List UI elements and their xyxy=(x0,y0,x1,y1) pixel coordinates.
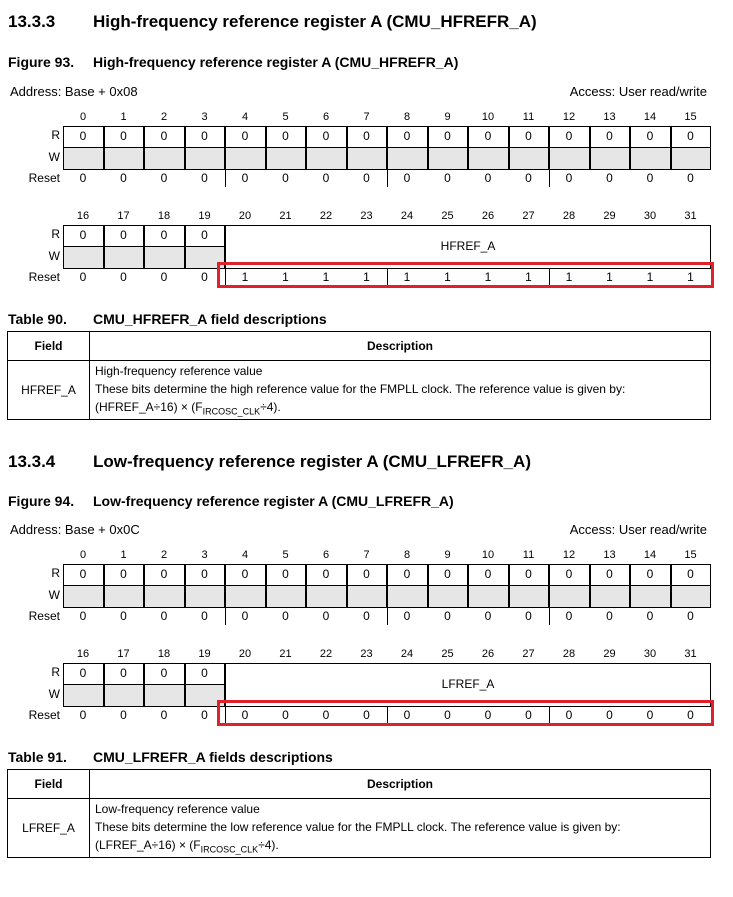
write-cell xyxy=(590,585,631,608)
reset-value: 0 xyxy=(241,171,249,185)
description-column-header: Description xyxy=(90,332,711,361)
reset-value: 0 xyxy=(565,708,573,722)
register-access: Access: User read/write xyxy=(569,84,707,99)
reset-value: 0 xyxy=(484,609,492,623)
read-value: 0 xyxy=(687,129,694,143)
nibble-divider xyxy=(387,607,388,625)
bit-number: 21 xyxy=(279,648,292,660)
figure-title: High-frequency reference register A (CMU_HFREFR_A) xyxy=(93,54,459,70)
reset-value: 0 xyxy=(79,609,87,623)
reset-value: 1 xyxy=(363,270,370,284)
write-cell xyxy=(509,585,550,608)
bit-number: 20 xyxy=(238,648,252,660)
nibble-divider xyxy=(387,169,388,187)
write-cell xyxy=(671,585,712,608)
row-label-write: W xyxy=(48,588,60,602)
bit-number: 5 xyxy=(282,111,289,123)
read-value: 0 xyxy=(444,129,451,143)
read-value: 0 xyxy=(201,567,208,581)
field-column-header: Field xyxy=(8,332,90,361)
reset-value: 0 xyxy=(565,609,573,623)
read-value: 0 xyxy=(282,129,289,143)
read-value: 0 xyxy=(525,129,532,143)
reset-value: 0 xyxy=(363,708,370,722)
row-label-write: W xyxy=(48,687,60,701)
row-label-read: R xyxy=(51,227,60,241)
formula-part: ÷4). xyxy=(260,400,281,414)
reset-value: 1 xyxy=(525,270,532,284)
write-cell xyxy=(306,147,347,170)
bit-number: 4 xyxy=(241,549,249,561)
bit-number: 15 xyxy=(684,549,697,561)
read-value: 0 xyxy=(646,129,654,143)
bit-number: 3 xyxy=(201,549,208,561)
read-value: 0 xyxy=(160,666,168,680)
bit-number: 22 xyxy=(319,648,333,660)
bit-number: 29 xyxy=(603,210,616,222)
reset-value: 0 xyxy=(79,708,87,722)
figure-title: Low-frequency reference register A (CMU_LFREFR_A) xyxy=(93,493,454,509)
read-value: 0 xyxy=(606,567,613,581)
reset-value: 0 xyxy=(322,609,330,623)
reset-value: 0 xyxy=(403,171,411,185)
reset-value: 0 xyxy=(241,609,249,623)
bit-number: 9 xyxy=(444,111,451,123)
bit-number: 7 xyxy=(363,549,370,561)
reset-value: 0 xyxy=(79,270,87,284)
reset-value: 0 xyxy=(687,171,694,185)
bit-number: 26 xyxy=(481,648,495,660)
formula-part: (LFREF_A÷16) × (F xyxy=(95,838,201,852)
bit-number: 25 xyxy=(441,648,454,660)
bit-number: 8 xyxy=(403,111,411,123)
read-value: 0 xyxy=(120,129,127,143)
reset-value: 0 xyxy=(120,270,127,284)
read-value: 0 xyxy=(525,567,532,581)
read-value: 0 xyxy=(322,567,330,581)
reset-value: 0 xyxy=(484,171,492,185)
read-value: 0 xyxy=(565,129,573,143)
read-value: 0 xyxy=(646,567,654,581)
bit-number: 6 xyxy=(322,549,330,561)
bit-number: 2 xyxy=(160,111,168,123)
description-formula xyxy=(95,838,705,854)
write-cell xyxy=(468,147,509,170)
formula-subscript: IRCOSC_CLK xyxy=(202,406,261,417)
row-label-write: W xyxy=(48,150,60,164)
reset-value: 1 xyxy=(444,270,451,284)
read-value: 0 xyxy=(79,228,87,242)
write-cell xyxy=(63,246,104,269)
field-description-table xyxy=(7,331,711,420)
reset-value: 0 xyxy=(646,708,654,722)
field-name: LFREF_A xyxy=(441,677,495,691)
register-address: Address: Base + 0x08 xyxy=(10,84,138,99)
bit-number: 24 xyxy=(400,210,414,222)
bit-number: 2 xyxy=(160,549,168,561)
read-value: 0 xyxy=(363,129,370,143)
bit-number: 27 xyxy=(522,210,535,222)
read-value: 0 xyxy=(201,228,208,242)
bit-number: 31 xyxy=(684,210,697,222)
write-cell xyxy=(306,585,347,608)
description-cell xyxy=(90,361,711,420)
reset-value: 0 xyxy=(687,609,694,623)
bit-number: 23 xyxy=(360,648,373,660)
bit-number: 1 xyxy=(120,111,127,123)
write-cell xyxy=(104,246,145,269)
section-title: High-frequency reference register A (CMU_HFREFR_A) xyxy=(93,12,537,31)
reset-value: 0 xyxy=(120,171,127,185)
reset-value: 0 xyxy=(160,708,168,722)
reset-value: 0 xyxy=(525,609,532,623)
write-cell xyxy=(428,147,469,170)
read-value: 0 xyxy=(444,567,451,581)
write-cell xyxy=(185,585,226,608)
bit-number: 19 xyxy=(198,210,211,222)
read-value: 0 xyxy=(282,567,289,581)
reset-value: 0 xyxy=(403,708,411,722)
formula-subscript: IRCOSC_CLK xyxy=(200,844,259,855)
read-value: 0 xyxy=(201,666,208,680)
write-cell xyxy=(185,147,226,170)
write-cell xyxy=(347,585,388,608)
write-cell xyxy=(630,585,671,608)
formula-part: ÷4). xyxy=(258,838,279,852)
write-cell xyxy=(225,147,266,170)
reset-value: 0 xyxy=(525,171,532,185)
read-value: 0 xyxy=(403,567,411,581)
read-value: 0 xyxy=(565,567,573,581)
bit-number: 16 xyxy=(76,648,90,660)
write-cell xyxy=(144,147,185,170)
bit-number: 10 xyxy=(481,111,495,123)
bit-number: 22 xyxy=(319,210,333,222)
row-label-read: R xyxy=(51,566,60,580)
bit-number: 4 xyxy=(241,111,249,123)
read-value: 0 xyxy=(160,567,168,581)
write-cell xyxy=(549,585,590,608)
bit-number: 13 xyxy=(603,111,616,123)
reset-value: 0 xyxy=(565,171,573,185)
write-cell xyxy=(144,684,185,707)
bit-number: 30 xyxy=(643,648,657,660)
write-cell xyxy=(63,147,104,170)
read-value: 0 xyxy=(79,567,87,581)
write-cell xyxy=(428,585,469,608)
description-summary: High-frequency reference value xyxy=(95,364,263,378)
reset-value: 0 xyxy=(201,171,208,185)
reset-value: 0 xyxy=(606,708,613,722)
nibble-divider xyxy=(225,607,226,625)
bit-number: 5 xyxy=(282,549,289,561)
row-label-reset: Reset xyxy=(28,270,60,284)
reset-value: 1 xyxy=(646,270,654,284)
reset-value: 0 xyxy=(363,609,370,623)
description-summary: Low-frequency reference value xyxy=(95,802,260,816)
highlight-box xyxy=(217,700,714,726)
field-name: HFREF_A xyxy=(440,239,496,253)
reset-value: 0 xyxy=(444,708,451,722)
bit-number: 14 xyxy=(643,549,657,561)
read-value: 0 xyxy=(606,129,613,143)
read-value: 0 xyxy=(241,567,249,581)
bit-number: 14 xyxy=(643,111,657,123)
reset-value: 0 xyxy=(444,609,451,623)
highlight-box xyxy=(217,262,714,288)
read-value: 0 xyxy=(403,129,411,143)
bit-number: 31 xyxy=(684,648,697,660)
bit-number: 11 xyxy=(522,549,535,561)
bit-number: 15 xyxy=(684,111,697,123)
write-cell xyxy=(63,585,104,608)
bit-number: 16 xyxy=(76,210,90,222)
write-cell xyxy=(671,147,712,170)
reset-value: 0 xyxy=(282,171,289,185)
row-label-reset: Reset xyxy=(28,171,60,185)
reset-value: 1 xyxy=(241,270,249,284)
write-cell xyxy=(468,585,509,608)
read-value: 0 xyxy=(79,666,87,680)
section-number: 13.3.4 xyxy=(8,452,56,471)
reset-value: 0 xyxy=(322,708,330,722)
reset-value: 1 xyxy=(282,270,289,284)
reset-value: 0 xyxy=(79,171,87,185)
bit-number: 1 xyxy=(120,549,127,561)
write-cell xyxy=(104,147,145,170)
reset-value: 0 xyxy=(282,708,289,722)
bit-number: 30 xyxy=(643,210,657,222)
reset-value: 0 xyxy=(201,270,208,284)
field-description-table xyxy=(7,769,711,858)
reset-value: 0 xyxy=(363,171,370,185)
reset-value: 1 xyxy=(606,270,613,284)
description-cell xyxy=(90,799,711,858)
read-value: 0 xyxy=(120,228,127,242)
bit-number: 9 xyxy=(444,549,451,561)
bit-number: 10 xyxy=(481,549,495,561)
table-label: Table 91. xyxy=(8,749,67,765)
table-label: Table 90. xyxy=(8,311,67,327)
bit-number: 8 xyxy=(403,549,411,561)
reset-value: 0 xyxy=(525,708,532,722)
row-label-reset: Reset xyxy=(28,708,60,722)
reset-value: 0 xyxy=(646,171,654,185)
row-label-read: R xyxy=(51,665,60,679)
write-cell xyxy=(104,684,145,707)
reset-value: 0 xyxy=(201,708,208,722)
bit-number: 11 xyxy=(522,111,535,123)
read-value: 0 xyxy=(160,129,168,143)
read-value: 0 xyxy=(120,666,127,680)
write-cell xyxy=(590,147,631,170)
row-label-write: W xyxy=(48,249,60,263)
reset-value: 0 xyxy=(160,171,168,185)
bit-number: 3 xyxy=(201,111,208,123)
read-value: 0 xyxy=(484,567,492,581)
reset-value: 0 xyxy=(687,708,694,722)
reset-value: 0 xyxy=(120,609,127,623)
write-cell xyxy=(144,585,185,608)
figure-label: Figure 93. xyxy=(8,54,75,70)
read-value: 0 xyxy=(484,129,492,143)
description-body: These bits determine the high reference value for the FMPLL clock. The reference value is given by: xyxy=(95,382,626,396)
bit-number: 20 xyxy=(238,210,252,222)
bit-number: 0 xyxy=(79,111,87,123)
read-value: 0 xyxy=(160,228,168,242)
bit-number: 18 xyxy=(157,210,171,222)
nibble-divider xyxy=(549,169,550,187)
nibble-divider xyxy=(225,169,226,187)
formula-part: (HFREF_A÷16) × (F xyxy=(95,400,203,414)
reset-value: 1 xyxy=(484,270,492,284)
read-value: 0 xyxy=(322,129,330,143)
description-column-header: Description xyxy=(90,770,711,799)
write-cell xyxy=(63,684,104,707)
reset-value: 0 xyxy=(201,609,208,623)
bit-number: 28 xyxy=(562,648,576,660)
reset-value: 1 xyxy=(565,270,573,284)
bit-number: 12 xyxy=(562,549,576,561)
reset-value: 0 xyxy=(241,708,249,722)
description-formula xyxy=(95,400,705,416)
read-value: 0 xyxy=(120,567,127,581)
reset-value: 0 xyxy=(322,171,330,185)
reset-value: 0 xyxy=(606,609,613,623)
reset-value: 0 xyxy=(282,609,289,623)
read-value: 0 xyxy=(241,129,249,143)
read-value: 0 xyxy=(687,567,694,581)
bit-number: 23 xyxy=(360,210,373,222)
reset-value: 1 xyxy=(403,270,411,284)
register-address: Address: Base + 0x0C xyxy=(10,522,140,537)
register-access: Access: User read/write xyxy=(569,522,707,537)
write-cell xyxy=(509,147,550,170)
write-cell xyxy=(387,585,428,608)
read-value: 0 xyxy=(79,129,87,143)
bit-number: 26 xyxy=(481,210,495,222)
field-column-header: Field xyxy=(8,770,90,799)
reset-value: 0 xyxy=(403,609,411,623)
write-cell xyxy=(387,147,428,170)
reset-value: 0 xyxy=(444,171,451,185)
write-cell xyxy=(104,585,145,608)
reset-value: 1 xyxy=(687,270,694,284)
bit-number: 17 xyxy=(117,648,130,660)
write-cell xyxy=(549,147,590,170)
bit-number: 17 xyxy=(117,210,130,222)
bit-number: 19 xyxy=(198,648,211,660)
bit-number: 6 xyxy=(322,111,330,123)
field-cell: LFREF_A xyxy=(8,799,90,858)
figure-label: Figure 94. xyxy=(8,493,75,509)
bit-number: 12 xyxy=(562,111,576,123)
reset-value: 0 xyxy=(646,609,654,623)
section-title: Low-frequency reference register A (CMU_LFREFR_A) xyxy=(93,452,531,471)
bit-number: 28 xyxy=(562,210,576,222)
reset-value: 1 xyxy=(322,270,330,284)
table-title: CMU_HFREFR_A field descriptions xyxy=(93,311,327,327)
table-title: CMU_LFREFR_A fields descriptions xyxy=(93,749,333,765)
write-cell xyxy=(266,147,307,170)
bit-number: 18 xyxy=(157,648,171,660)
bit-number: 13 xyxy=(603,549,616,561)
nibble-divider xyxy=(549,607,550,625)
bit-number: 27 xyxy=(522,648,535,660)
row-label-reset: Reset xyxy=(28,609,60,623)
section-number: 13.3.3 xyxy=(8,12,56,31)
write-cell xyxy=(266,585,307,608)
reset-value: 0 xyxy=(120,708,127,722)
write-cell xyxy=(144,246,185,269)
reset-value: 0 xyxy=(484,708,492,722)
description-body: These bits determine the low reference value for the FMPLL clock. The reference value is given by: xyxy=(95,820,621,834)
write-cell xyxy=(347,147,388,170)
bit-number: 29 xyxy=(603,648,616,660)
bit-number: 21 xyxy=(279,210,292,222)
read-value: 0 xyxy=(201,129,208,143)
write-cell xyxy=(630,147,671,170)
bit-number: 7 xyxy=(363,111,370,123)
bit-number: 25 xyxy=(441,210,454,222)
bit-number: 24 xyxy=(400,648,414,660)
row-label-read: R xyxy=(51,128,60,142)
bit-number: 0 xyxy=(79,549,87,561)
read-value: 0 xyxy=(363,567,370,581)
reset-value: 0 xyxy=(160,270,168,284)
field-cell: HFREF_A xyxy=(8,361,90,420)
reset-value: 0 xyxy=(606,171,613,185)
write-cell xyxy=(225,585,266,608)
reset-value: 0 xyxy=(160,609,168,623)
